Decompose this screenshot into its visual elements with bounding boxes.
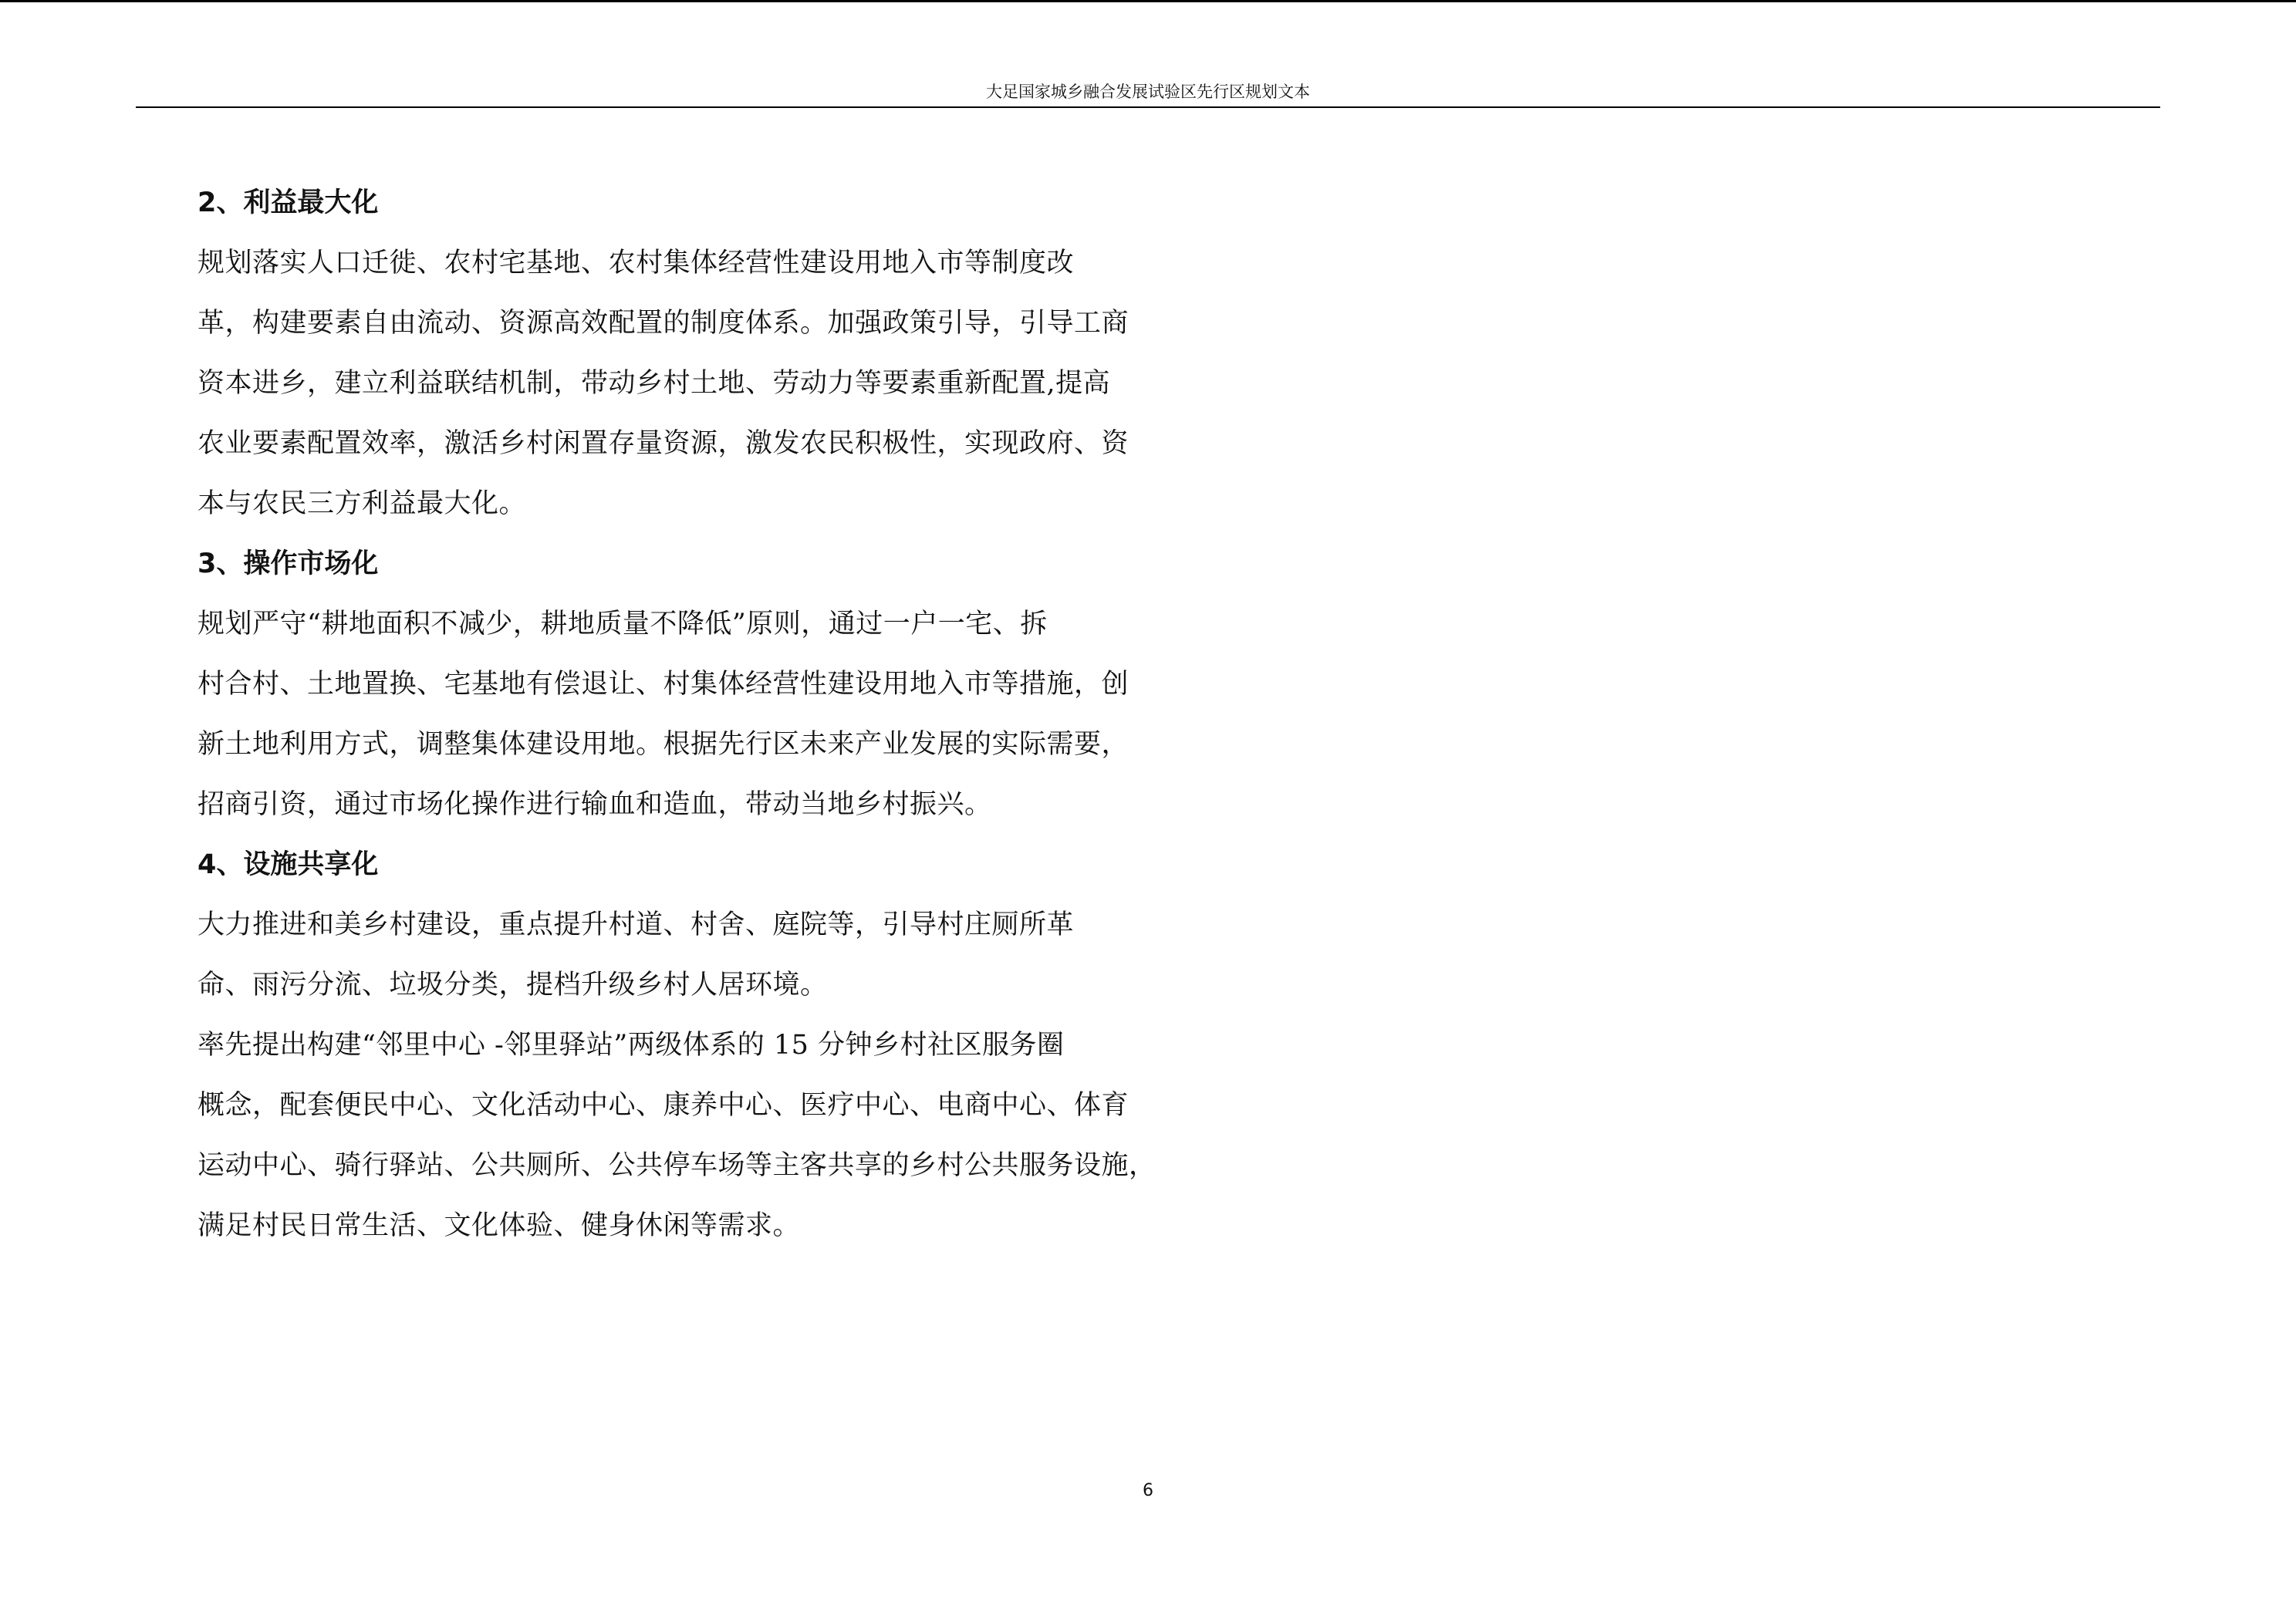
text-line: 概念，配套便民中心、文化活动中心、康养中心、医疗中心、电商中心、体育 [198,1090,1129,1121]
section-heading-4: 4、设施共享化 [198,849,379,880]
text-line: 招商引资，通过市场化操作进行输血和造血，带动当地乡村振兴。 [198,789,992,820]
running-header-title: 大足国家城乡融合发展试验区先行区规划文本 [986,83,1310,101]
text-line: 资本进乡，建立利益联结机制，带动乡村土地、劳动力等要素重新配置,提高 [198,368,1111,399]
text-line: 新土地利用方式，调整集体建设用地。根据先行区未来产业发展的实际需要， [198,729,1129,760]
section-heading-2: 2、利益最大化 [198,187,379,218]
text-line: 大力推进和美乡村建设，重点提升村道、村舍、庭院等，引导村庄厕所革 [198,909,1075,940]
text-line: 本与农民三方利益最大化。 [198,488,527,519]
text-line: 率先提出构建“邻里中心 -邻里驿站”两级体系的 15 分钟乡村社区服务圈 [198,1030,1065,1061]
paragraph-facility-sharing-1 [139,895,1142,1015]
section-heading-3: 3、操作市场化 [198,548,379,579]
paragraph-benefit-maximization [139,233,1142,534]
document-body [139,173,1156,1256]
text-line: 村合村、土地置换、宅基地有偿退让、村集体经营性建设用地入市等措施，创 [198,669,1129,700]
page-number: 6 [1143,1481,1153,1500]
text-line: 规划落实人口迁徙、农村宅基地、农村集体经营性建设用地入市等制度改 [198,248,1075,278]
text-line: 农业要素配置效率，激活乡村闲置存量资源，激发农民积极性，实现政府、资 [198,428,1129,459]
text-line: 运动中心、骑行驿站、公共厕所、公共停车场等主客共享的乡村公共服务设施， [198,1150,1156,1181]
paragraph-market-operation [139,594,1142,835]
text-line: 满足村民日常生活、文化体验、健身休闲等需求。 [198,1210,801,1241]
header-rule [136,106,2160,108]
text-line: 革，构建要素自由流动、资源高效配置的制度体系。加强政策引导，引导工商 [198,308,1129,339]
paragraph-facility-sharing-2 [139,1015,1156,1256]
page-top-border [0,0,2296,2]
text-line: 规划严守“耕地面积不减少，耕地质量不降低”原则，通过一户一宅、拆 [198,609,1048,639]
text-line: 命、雨污分流、垃圾分类，提档升级乡村人居环境。 [198,970,828,1000]
